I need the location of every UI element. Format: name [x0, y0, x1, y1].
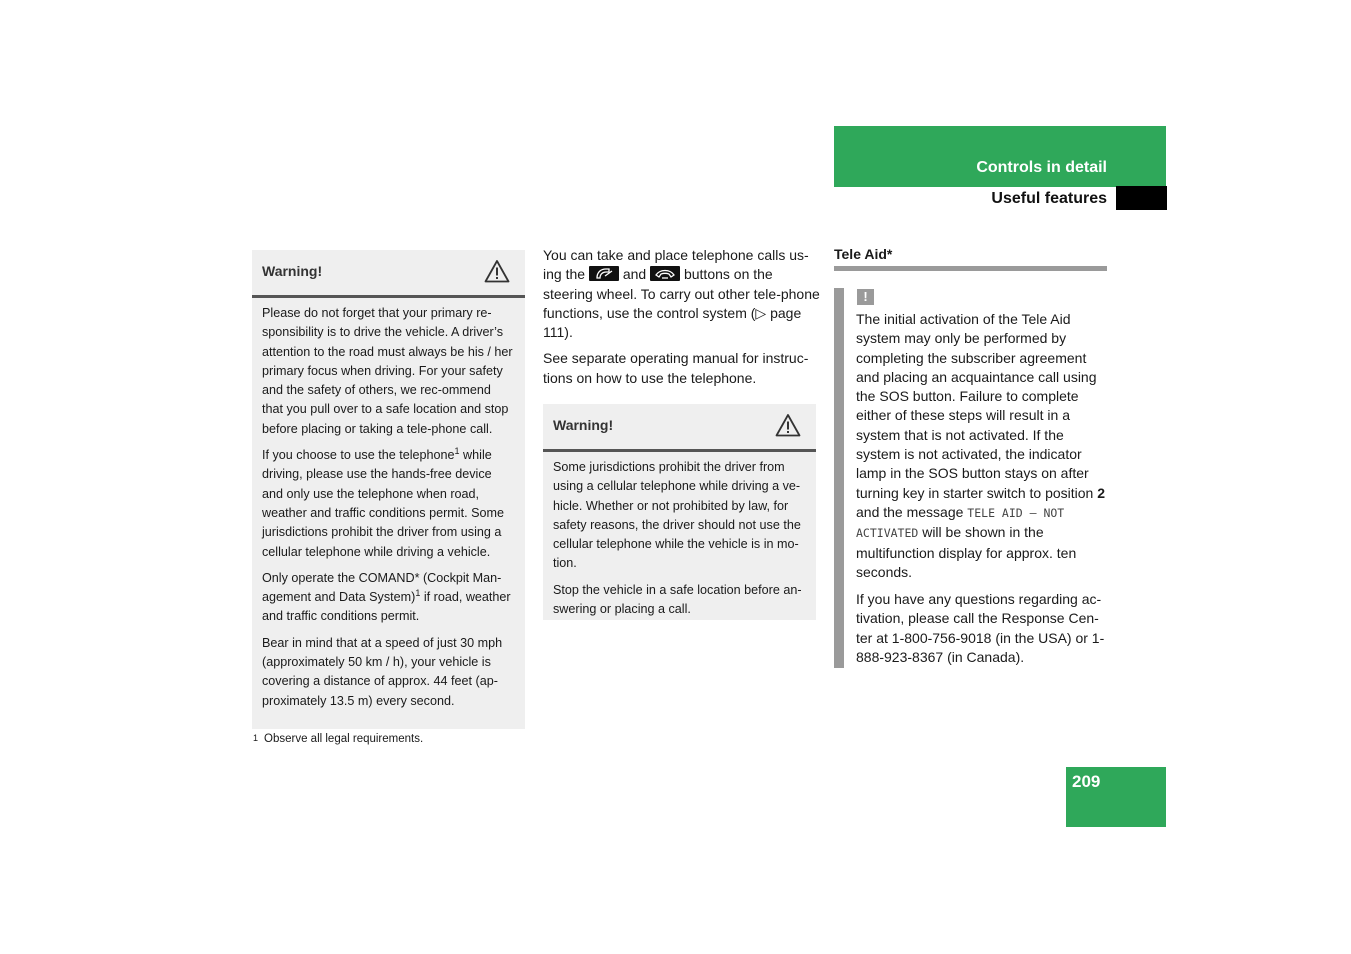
- position-number: 2: [1097, 484, 1106, 501]
- telephone-text: [543, 246, 820, 395]
- header-band: [834, 126, 1166, 187]
- text-run: will be shown in the multifunction display for approx. ten seconds.: [856, 524, 1077, 580]
- heading-rule: [834, 266, 1107, 271]
- text-run: If you choose to use the telephone: [262, 448, 455, 463]
- section-title: Controls in detail: [976, 159, 1107, 176]
- text-run: and: [622, 266, 647, 283]
- exclamation-icon: !: [857, 289, 874, 305]
- footnote-mark: 1: [253, 733, 259, 743]
- footnote: [253, 733, 423, 745]
- warning-paragraph: Please do not forget that your primary re-sponsibility is to drive the vehicle. A driver’s attention to the road must always be his / her primary focus when driving. For your safety and the safety of others, we rec-ommend that you pull over to a safe location and stop before placing or taking a tele-phone call.: [262, 306, 513, 436]
- footnote-ref: 1: [454, 445, 460, 456]
- header-tab-marker: [1116, 186, 1167, 210]
- warning-body: [252, 298, 525, 717]
- text-run: and the message: [856, 503, 964, 520]
- page-number: 209: [1072, 772, 1101, 791]
- text-run: buttons on the steering wheel. To carry out other tele-phone functions, use the control system (▷ page 111).: [543, 266, 820, 341]
- phone-end-icon: [650, 266, 680, 281]
- warning-header: [543, 404, 816, 452]
- warning-paragraph: Stop the vehicle in a safe location before an-swering or placing a call.: [553, 582, 802, 617]
- display-message: TELE AID – NOT ACTIVATED: [856, 505, 1065, 541]
- note-bar: [834, 288, 844, 668]
- warning-paragraph: Some jurisdictions prohibit the driver from using a cellular telephone while driving a ve-hicle. Whether or not prohibited by law, for safety reasons, the driver should not use the cellular telephone while the vehicle is in mo-tion.: [553, 460, 801, 571]
- warning-title: Warning!: [553, 417, 614, 433]
- warning-box-left: [252, 250, 525, 729]
- tele-aid-heading: Tele Aid*: [834, 246, 893, 262]
- body-paragraph: [543, 246, 820, 342]
- warning-paragraph: [262, 569, 515, 627]
- tele-aid-note: [856, 310, 1111, 675]
- warning-body: [543, 452, 816, 625]
- text-run: You can take and place telephone calls us-ing the: [543, 247, 809, 283]
- warning-triangle-icon: [775, 413, 801, 437]
- text-run: if road, weather and traffic conditions permit.: [262, 590, 511, 624]
- footnote-ref: 1: [415, 587, 421, 598]
- warning-paragraph: [262, 446, 515, 562]
- phone-send-icon: [589, 266, 619, 281]
- text-run: while driving, please use the hands-free device and only use the telephone when road, weather and traffic conditions permit. Some jurisdictions prohibit the driver from using a cellular telephone while driving a vehicle.: [262, 448, 504, 559]
- warning-triangle-icon: [484, 259, 510, 283]
- text-run: Only operate the COMAND* (Cockpit Man-agement and Data System): [262, 570, 502, 605]
- warning-header: [252, 250, 525, 298]
- warning-paragraph: Bear in mind that at a speed of just 30 mph (approximately 50 km / h), your vehicle is covering a distance of approx. 44 feet (ap-proximately 13.5 m) every second.: [262, 635, 503, 708]
- warning-box-middle: [543, 404, 816, 620]
- body-paragraph: See separate operating manual for instruc-tions on how to use the telephone.: [543, 350, 809, 386]
- footnote-text: Observe all legal requirements.: [264, 733, 424, 745]
- warning-title: Warning!: [262, 263, 323, 279]
- subsection-title: Useful features: [991, 190, 1107, 207]
- note-paragraph: [856, 310, 1111, 582]
- note-paragraph: If you have any questions regarding ac-tivation, please call the Response Cen-ter at 1-800-756-9018 (in the USA) or 1-888-923-8367 (in Canada).: [856, 591, 1105, 666]
- text-run: The initial activation of the Tele Aid system may only be performed by completing the subscriber agreement and placing an acquaintance call using the SOS button. Failure to complete either of these steps will result in a system that is not activated. If the system is not activated, the indicator lamp in the SOS button stays on after turning key in starter switch to position: [856, 311, 1097, 501]
